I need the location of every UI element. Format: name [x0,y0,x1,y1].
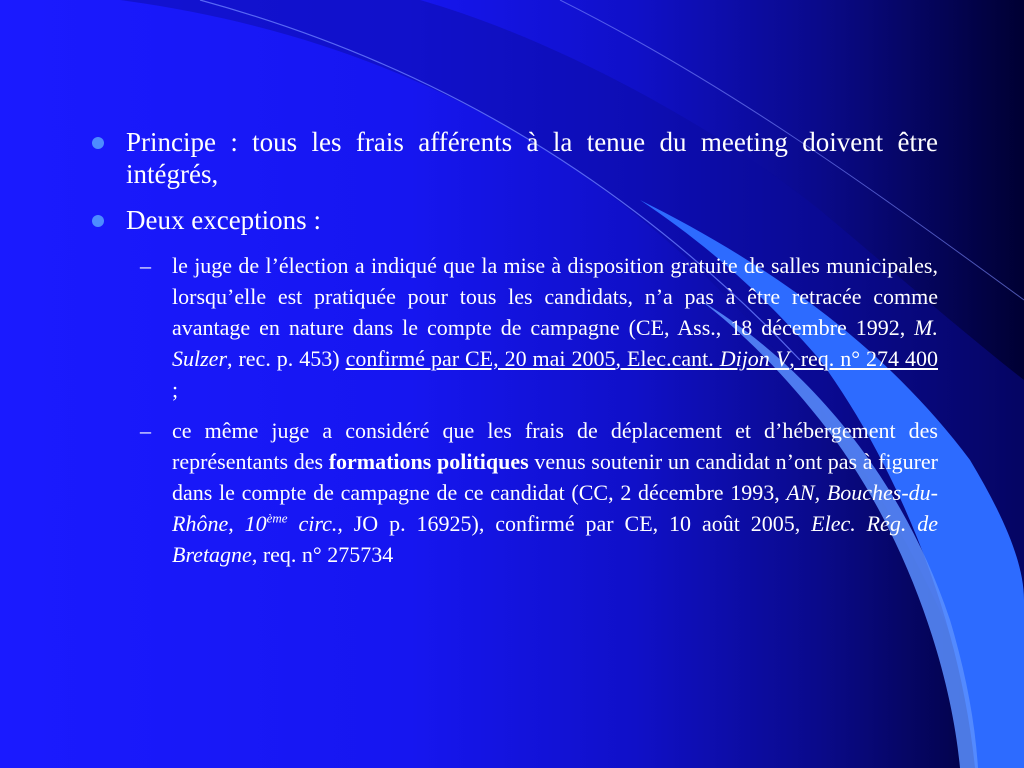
bullet-exceptions [90,204,938,236]
bullet-dot-icon [92,137,104,149]
slide-content [90,126,938,580]
dash-marker: – [140,253,151,278]
bullet-dot-icon [92,215,104,227]
sub-item-frais-deplacement: – ce même juge a considéré que les frais de déplacement et d’hébergement des représentants des formations politiques venus soutenir un candidat n’ont pas à figurer dans le compte de campagne de ce candidat (CC, 2 décembre 1993, AN, Bouches-du-Rhône, 10ème circ., JO p. 16925), confirmé par CE, 10 août 2005, Elec. Rég. de Bretagne, req. n° 275734 [90,415,938,570]
bullet-principle [90,126,938,190]
sub-item-salles-municipales: – le juge de l’élection a indiqué que la mise à disposition gratuite de salles municipales, lorsqu’elle est pratiquée pour tous les candidats, n’a pas à être retracée comme avantage en nature dans le compte de campagne (CE, Ass., 18 décembre 1992, M. Sulzer, rec. p. 453) confirmé par CE, 20 mai 2005, Elec.cant. Dijon V, req. n° 274 400 ; [90,250,938,405]
dash-marker: – [140,418,151,443]
ce-decision-link[interactable]: confirmé par CE, 20 mai 2005, Elec.cant. Dijon V, req. n° 274 400 [345,346,938,371]
bullet-text: Principe : tous les frais afférents à la tenue du meeting doivent être intégrés, [126,127,938,189]
bullet-text: Deux exceptions : [126,205,321,235]
